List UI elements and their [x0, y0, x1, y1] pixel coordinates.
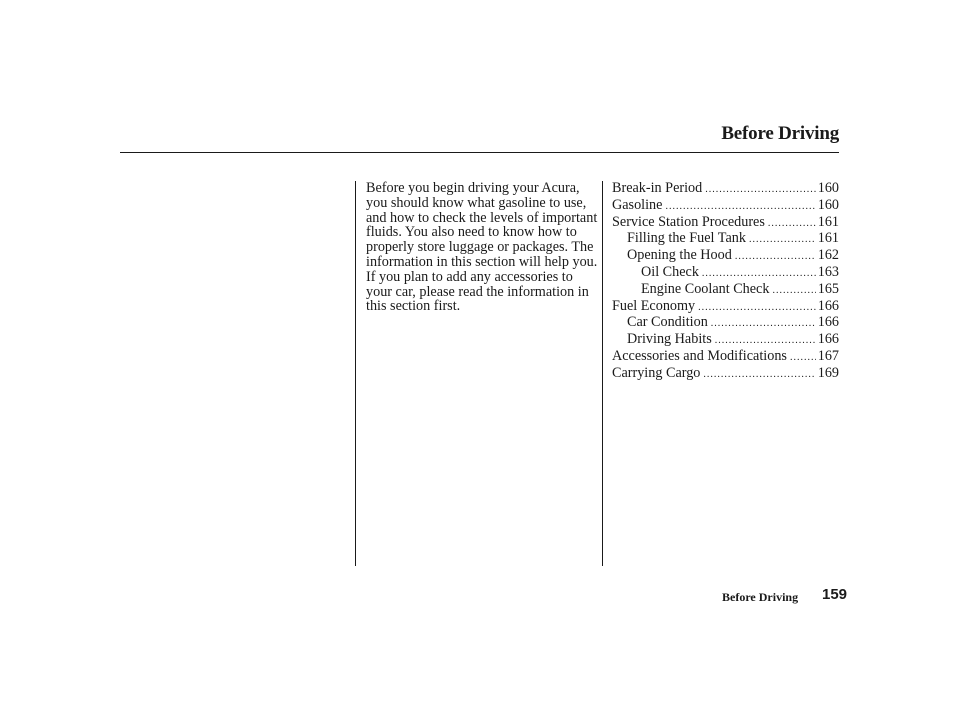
intro-paragraph: Before you begin driving your Acura, you should know what gasoline to use, and how to check the levels of important fluids. You also need to know how to properly store luggage or packages. The information in this section will help you. If you plan to add any accessories to your car, please read the information in this section first. [366, 180, 598, 315]
toc-item-page: 166 [817, 297, 839, 314]
toc-leader [702, 267, 816, 282]
toc-item-label: Oil Check [641, 263, 699, 280]
toc-item[interactable] [612, 315, 839, 332]
footer-section-label: Before Driving [722, 590, 799, 604]
toc-item-page: 167 [817, 347, 839, 364]
toc-item-page: 163 [817, 263, 839, 280]
toc-leader [772, 284, 815, 299]
toc-item-page: 166 [817, 314, 839, 331]
toc-item-label: Filling the Fuel Tank [627, 230, 746, 247]
toc-item-page: 161 [817, 213, 839, 230]
toc-item-label: Driving Habits [627, 331, 712, 348]
toc-item[interactable] [612, 282, 839, 299]
toc-item[interactable] [612, 181, 839, 198]
toc-item-page: 169 [817, 364, 839, 381]
toc-item[interactable] [612, 265, 839, 282]
toc-item-label: Carrying Cargo [612, 364, 701, 381]
toc-item-label: Break-in Period [612, 180, 703, 196]
toc-item-label: Fuel Economy [612, 297, 696, 314]
column-divider-left [355, 181, 356, 566]
toc-item-page: 161 [817, 230, 839, 247]
toc-leader [715, 334, 816, 349]
toc-leader [768, 217, 816, 232]
toc-leader [703, 368, 815, 383]
toc-item-page: 166 [817, 331, 839, 348]
toc-item[interactable] [612, 231, 839, 248]
toc-item[interactable] [612, 349, 839, 366]
toc-leader [705, 183, 815, 198]
toc-leader [698, 301, 816, 316]
toc-item[interactable] [612, 215, 839, 232]
toc-item-label: Gasoline [612, 196, 663, 213]
title-rule [120, 152, 839, 153]
toc-item-page: 160 [817, 180, 839, 196]
toc-leader [735, 250, 816, 265]
footer-page-number: 159 [822, 586, 848, 603]
toc-item-label: Engine Coolant Check [641, 280, 770, 297]
toc-leader [711, 317, 816, 332]
column-divider-middle [602, 181, 603, 566]
toc-item[interactable] [612, 299, 839, 316]
toc-item-label: Service Station Procedures [612, 213, 765, 230]
toc-item[interactable] [612, 248, 839, 265]
toc-item-page: 162 [817, 247, 839, 264]
toc-leader [790, 351, 816, 366]
toc-item-label: Accessories and Modifications [612, 347, 787, 364]
toc-leader [749, 233, 816, 248]
toc-item-page: 165 [817, 280, 839, 297]
toc-item[interactable] [612, 366, 839, 383]
toc-item-label: Car Condition [627, 314, 708, 331]
toc-item[interactable] [612, 198, 839, 215]
toc-leader [665, 200, 815, 215]
toc-item-page: 160 [817, 196, 839, 213]
toc-item[interactable] [612, 332, 839, 349]
table-of-contents [612, 181, 839, 383]
toc-item-label: Opening the Hood [627, 247, 732, 264]
page-title: Before Driving [721, 123, 839, 144]
